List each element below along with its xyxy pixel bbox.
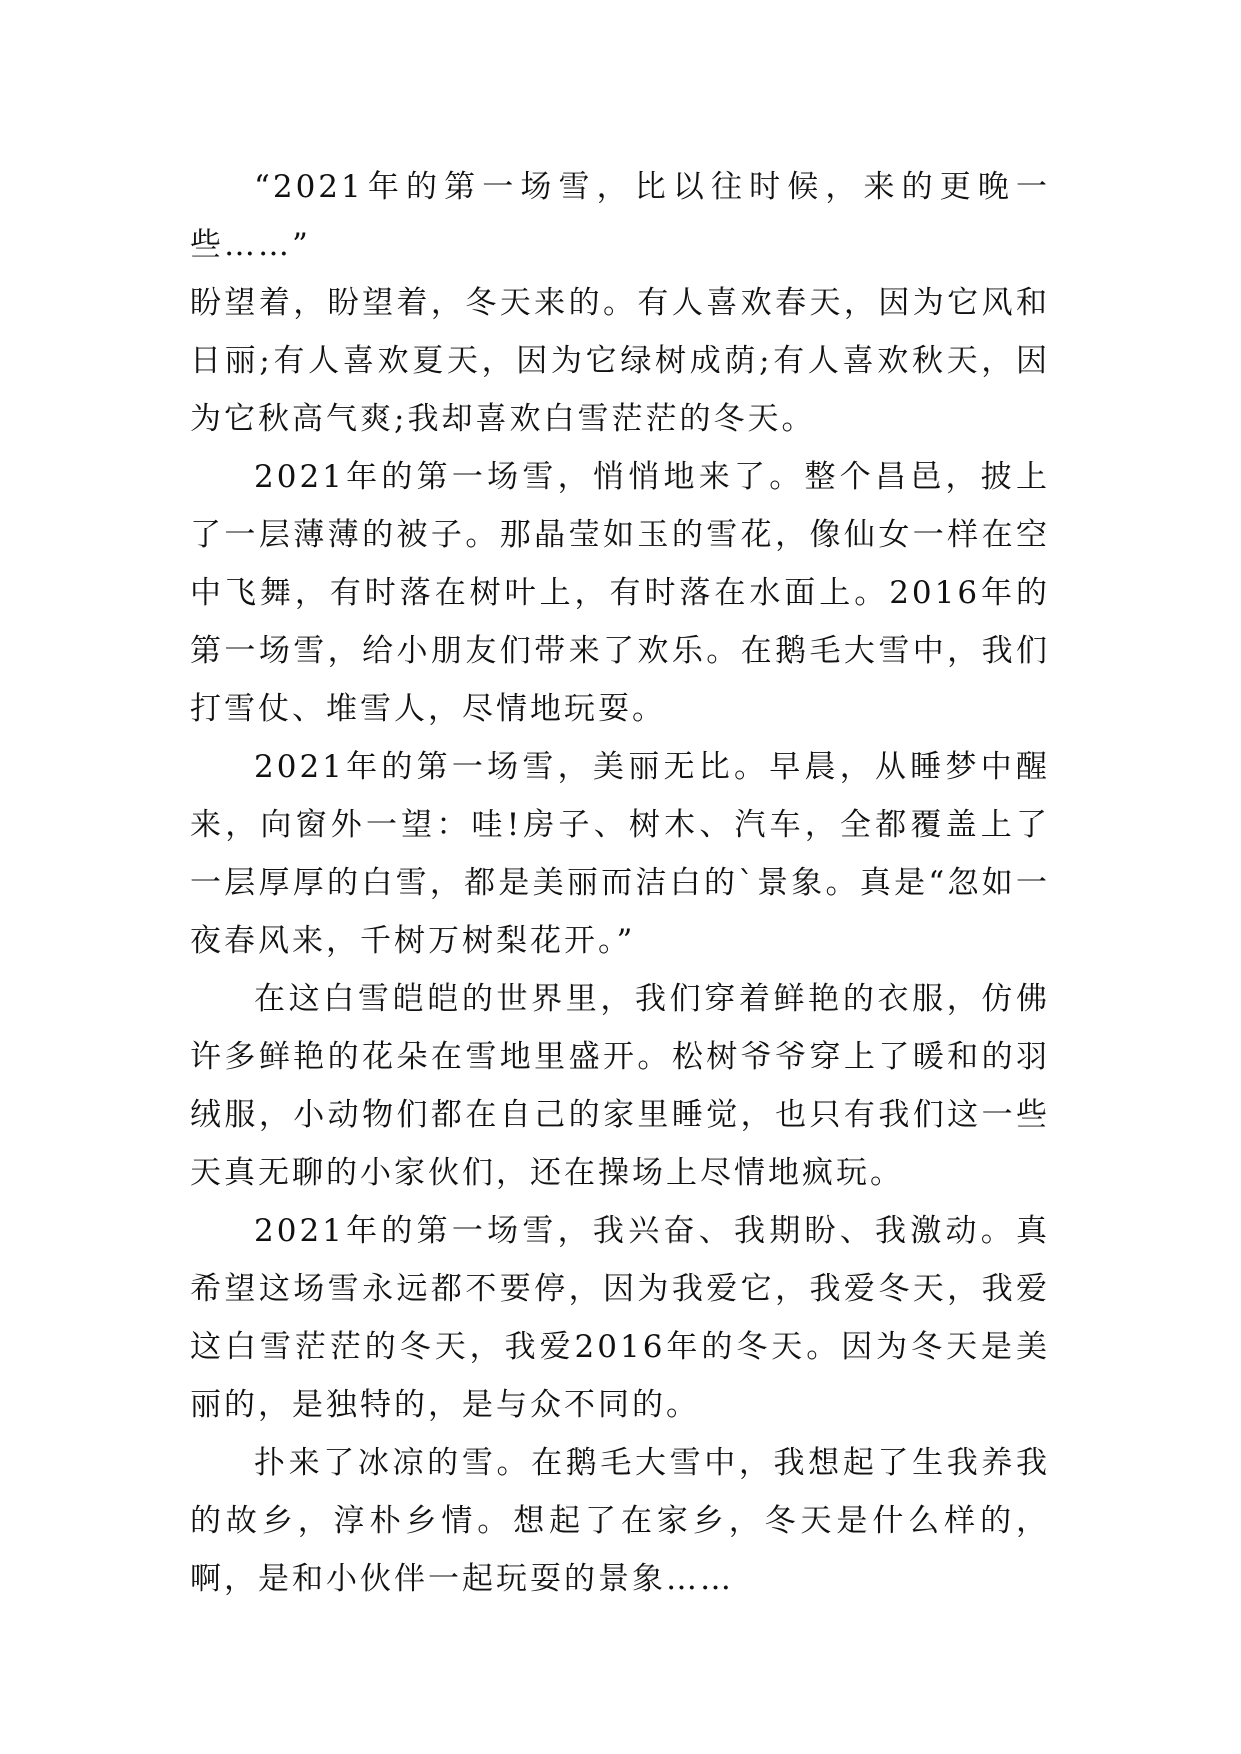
paragraph-4: 2021年的第一场雪，美丽无比。早晨，从睡梦中醒来，向窗外一望：哇!房子、树木、汽车，全都覆盖上了一层厚厚的白雪，都是美丽而洁白的`景象。真是“忽如一夜春风来，千树万树梨花开。” (190, 749, 1050, 959)
paragraph-2: 盼望着，盼望着，冬天来的。有人喜欢春天，因为它风和日丽;有人喜欢夏天，因为它绿树成荫;有人喜欢秋天，因为它秋高气爽;我却喜欢白雪茫茫的冬天。 (190, 285, 1050, 437)
paragraph-5: 在这白雪皑皑的世界里，我们穿着鲜艳的衣服，仿佛许多鲜艳的花朵在雪地里盛开。松树爷爷穿上了暖和的羽绒服，小动物们都在自己的家里睡觉，也只有我们这一些天真无聊的小家伙们，还在操场上尽情地疯玩。 (190, 981, 1050, 1191)
article-body (190, 158, 1050, 1608)
paragraph-1: “2021年的第一场雪，比以往时候，来的更晚一些……” (190, 169, 1050, 263)
paragraph-7: 扑来了冰凉的雪。在鹅毛大雪中，我想起了生我养我的故乡，淳朴乡情。想起了在家乡，冬天是什么样的，啊，是和小伙伴一起玩耍的景象…… (190, 1445, 1050, 1597)
paragraph-6: 2021年的第一场雪，我兴奋、我期盼、我激动。真希望这场雪永远都不要停，因为我爱它，我爱冬天，我爱这白雪茫茫的冬天，我爱2016年的冬天。因为冬天是美丽的，是独特的，是与众不同的。 (190, 1213, 1050, 1423)
paragraph-3: 2021年的第一场雪，悄悄地来了。整个昌邑，披上了一层薄薄的被子。那晶莹如玉的雪花，像仙女一样在空中飞舞，有时落在树叶上，有时落在水面上。2016年的第一场雪，给小朋友们带来了欢乐。在鹅毛大雪中，我们打雪仗、堆雪人，尽情地玩耍。 (190, 459, 1050, 727)
